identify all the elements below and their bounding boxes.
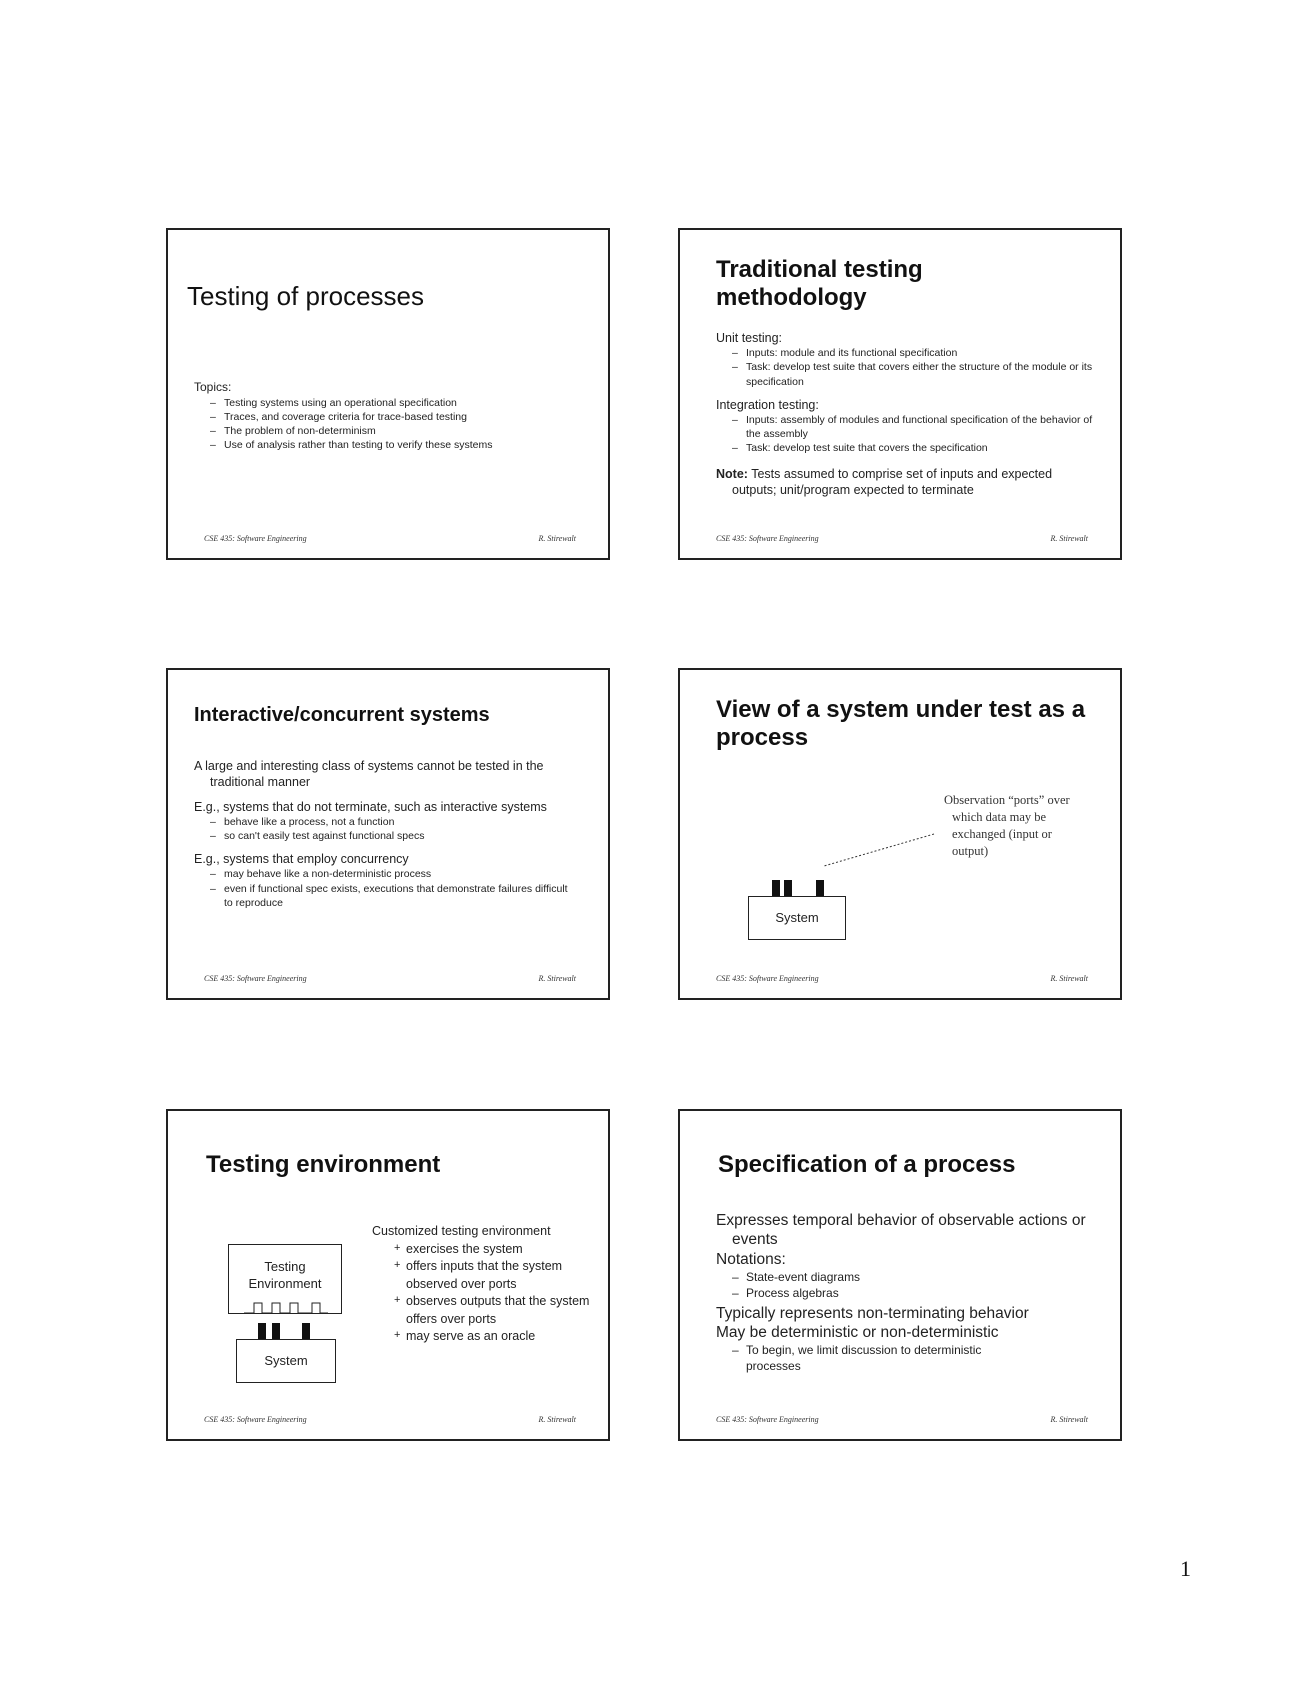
input-port	[272, 1323, 280, 1339]
environment-heading: Customized testing environment	[372, 1224, 551, 1238]
slide-title: Specification of a process	[718, 1151, 1016, 1178]
note	[716, 466, 1096, 499]
annotation-connector	[680, 670, 1122, 1000]
slide-system-as-process	[678, 668, 1122, 1000]
list-item: – Use of analysis rather than testing to verify these systems	[194, 438, 574, 452]
list-item: – Task: develop test suite that covers either the structure of the module or its specification	[716, 360, 1096, 388]
slide-specification-of-process	[678, 1109, 1122, 1441]
slide-footer	[204, 534, 576, 543]
slide-footer	[204, 1415, 576, 1424]
list-item: – Inputs: assembly of modules and functional specification of the behavior of the assembly	[716, 413, 1096, 441]
footer-author: R. Stirewalt	[1050, 974, 1088, 983]
footer-course: CSE 435: Software Engineering	[204, 974, 307, 983]
paragraph: A large and interesting class of systems cannot be tested in the traditional manner	[194, 759, 544, 790]
list-item: – Testing systems using an operational specification	[194, 396, 574, 410]
slide-body	[716, 1211, 1096, 1375]
output-port	[302, 1323, 310, 1339]
note-label: Note:	[716, 466, 748, 481]
footer-course: CSE 435: Software Engineering	[716, 534, 819, 543]
footer-course: CSE 435: Software Engineering	[716, 974, 819, 983]
paragraph: E.g., systems that employ concurrency	[194, 852, 409, 867]
footer-author: R. Stirewalt	[538, 974, 576, 983]
ports-annotation: Observation “ports” over which data may be exchanged (input or output)	[944, 793, 1070, 858]
slide-footer	[716, 1415, 1088, 1424]
list-item: + may serve as an oracle	[372, 1328, 604, 1346]
slide-footer	[716, 974, 1088, 983]
list-item: – Traces, and coverage criteria for trace-based testing	[194, 410, 574, 424]
footer-course: CSE 435: Software Engineering	[716, 1415, 819, 1424]
port-connector-icon	[242, 1297, 332, 1317]
page-number: 1	[1180, 1556, 1191, 1581]
slide-footer	[716, 534, 1088, 543]
list-item: + observes outputs that the system offers over ports	[372, 1293, 604, 1328]
slide-title: Interactive/concurrent systems	[194, 704, 490, 726]
input-port	[784, 880, 792, 896]
slide-traditional-testing	[678, 228, 1122, 560]
slide-body	[372, 1223, 604, 1346]
footer-course: CSE 435: Software Engineering	[204, 1415, 307, 1424]
footer-author: R. Stirewalt	[538, 1415, 576, 1424]
list-item: – The problem of non-determinism	[194, 424, 574, 438]
system-label: System	[264, 1353, 308, 1368]
slide-testing-environment	[166, 1109, 610, 1441]
system-box	[748, 896, 846, 940]
unit-testing-label: Unit testing:	[716, 331, 783, 345]
input-port	[258, 1323, 266, 1339]
slide-body	[194, 758, 574, 910]
slide-title: Testing environment	[206, 1151, 441, 1178]
slide-footer	[204, 974, 576, 983]
paragraph: Notations:	[716, 1250, 786, 1268]
paragraph: May be deterministic or non-deterministic	[716, 1323, 999, 1341]
footer-author: R. Stirewalt	[1050, 1415, 1088, 1424]
slide-title: Traditional testing methodology	[716, 256, 923, 311]
output-port	[816, 880, 824, 896]
slide-interactive-concurrent	[166, 668, 610, 1000]
slide-body	[716, 330, 1096, 498]
paragraph: Typically represents non-terminating behavior	[716, 1304, 1029, 1322]
slide-body	[194, 380, 574, 452]
list-item: + exercises the system	[372, 1241, 604, 1259]
topics-label: Topics:	[194, 380, 232, 394]
slide-title: View of a system under test as a process	[716, 696, 1086, 751]
list-item: – even if functional spec exists, executions that demonstrate failures difficult to reproduce	[194, 882, 574, 910]
list-item: + offers inputs that the system observed over ports	[372, 1258, 604, 1293]
list-item: – Inputs: module and its functional specification	[716, 346, 1096, 360]
slide-title: Testing of processes	[187, 281, 425, 311]
paragraph: Expresses temporal behavior of observable actions or events	[716, 1212, 1086, 1249]
footer-course: CSE 435: Software Engineering	[204, 534, 307, 543]
list-item: – behave like a process, not a function	[194, 815, 574, 829]
integration-testing-label: Integration testing:	[716, 397, 819, 412]
footer-author: R. Stirewalt	[538, 534, 576, 543]
note-text: Tests assumed to comprise set of inputs and expected outputs; unit/program expected to terminate	[732, 466, 1053, 497]
list-item: – so can't easily test against functional specs	[194, 829, 574, 843]
input-port	[772, 880, 780, 896]
testing-environment-label: Testing Environment	[248, 1259, 322, 1291]
slide-testing-of-processes	[166, 228, 610, 560]
paragraph: E.g., systems that do not terminate, such as interactive systems	[194, 799, 547, 814]
list-item: – Process algebras	[716, 1285, 1096, 1301]
annotation-dashed-line	[824, 834, 934, 866]
list-item: – Task: develop test suite that covers the specification	[716, 441, 1096, 455]
list-item: – State-event diagrams	[716, 1269, 1096, 1285]
system-label: System	[775, 910, 819, 925]
footer-author: R. Stirewalt	[1050, 534, 1088, 543]
system-box	[236, 1339, 336, 1383]
list-item: – To begin, we limit discussion to deterministic processes	[716, 1342, 1036, 1374]
list-item: – may behave like a non-deterministic process	[194, 867, 574, 881]
